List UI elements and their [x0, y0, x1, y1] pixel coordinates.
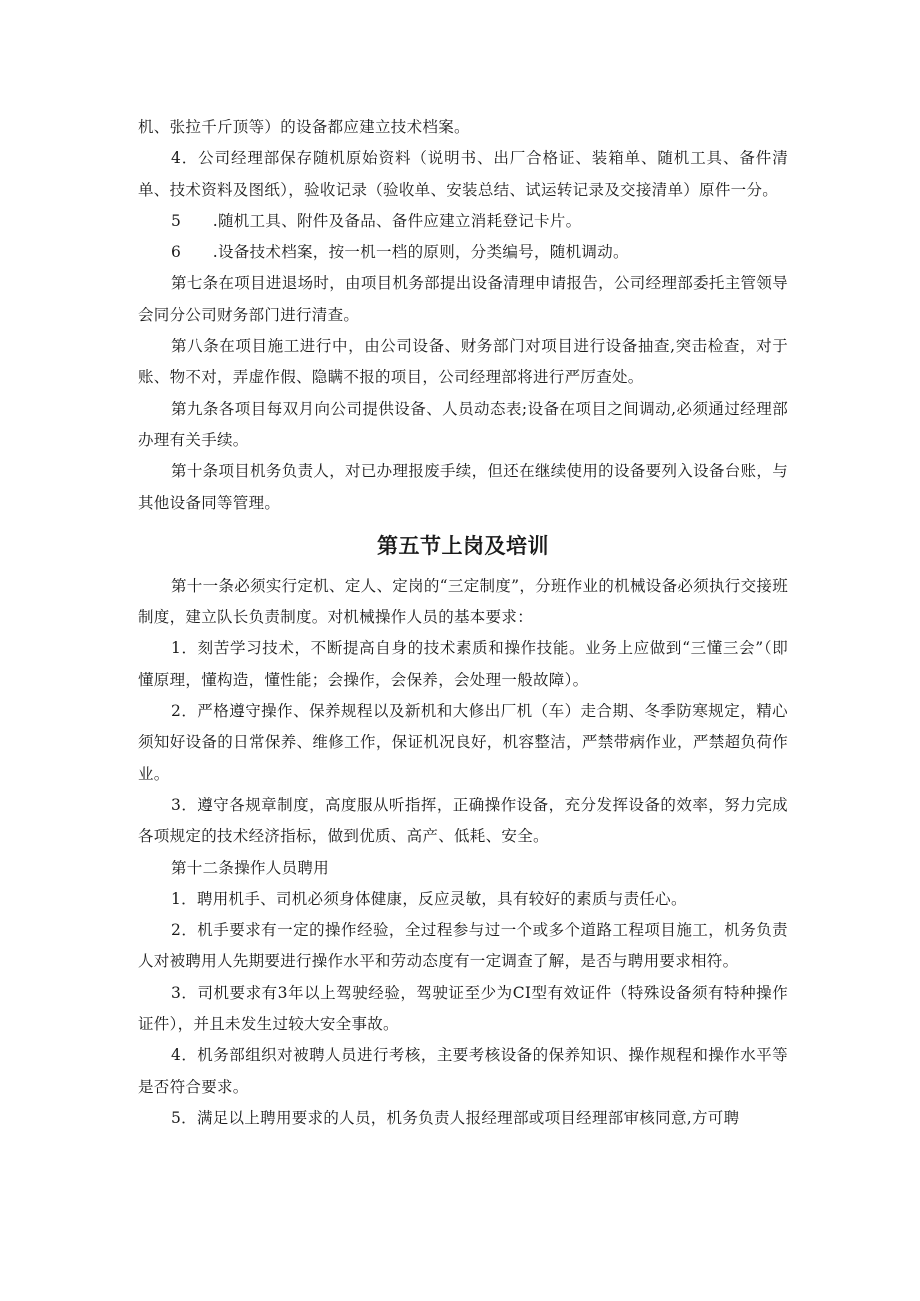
paragraph-hire-4: 4．机务部组织对被聘人员进行考核，主要考核设备的保养知识、操作规程和操作水平等是否符合要求。 [138, 1046, 788, 1096]
paragraph-requirement-1: 1．刻苦学习技术，不断提高自身的技术素质和操作技能。业务上应做到“三懂三会”（即懂原理，懂构造，懂性能；会操作，会保养，会处理一般故障）。 [138, 639, 788, 689]
paragraph-requirement-2: 2．严格遵守操作、保养规程以及新机和大修出厂机（车）走合期、冬季防寒规定，精心须知好设备的日常保养、维修工作，保证机况良好，机容整洁，严禁带病作业，严禁超负荷作业。 [138, 702, 788, 783]
paragraph-item-4: 4．公司经理部保存随机原始资料（说明书、出厂合格证、装箱单、随机工具、备件清单、技术资料及图纸），验收记录（验收单、安装总结、试运转记录及交接清单）原件一分。 [138, 149, 788, 199]
paragraph-item-5: 5 .随机工具、附件及备品、备件应建立消耗登记卡片。 [171, 211, 582, 230]
paragraph-hire-1: 1．聘用机手、司机必须身体健康，反应灵敏，具有较好的素质与责任心。 [171, 889, 687, 908]
paragraph-continuation: 机、张拉千斤顶等）的设备都应建立技术档案。 [138, 118, 470, 136]
paragraph-hire-5: 5．满足以上聘用要求的人员，机务负责人报经理部或项目经理部审核同意,方可聘 [171, 1108, 740, 1127]
paragraph-hire-3: 3．司机要求有3年以上驾驶经验，驾驶证至少为CI型有效证件（特殊设备须有特种操作证件），并且未发生过较大安全事故。 [138, 983, 788, 1034]
paragraph-article-10: 第十条项目机务负责人，对已办理报废手续，但还在继续使用的设备要列入设备台账，与其他设备同等管理。 [138, 462, 788, 512]
paragraph-article-12: 第十二条操作人员聘用 [171, 858, 330, 877]
paragraph-article-11: 第十一条必须实行定机、定人、定岗的“三定制度”，分班作业的机械设备必须执行交接班制度，建立队长负责制度。对机械操作人员的基本要求： [138, 576, 788, 627]
paragraph-requirement-3: 3．遵守各规章制度，高度服从听指挥，正确操作设备，充分发挥设备的效率，努力完成各项规定的技术经济指标，做到优质、高产、低耗、安全。 [138, 795, 788, 846]
paragraph-item-6: 6 .设备技术档案，按一机一档的原则，分类编号，随机调动。 [171, 243, 629, 262]
paragraph-hire-2: 2．机手要求有一定的操作经验，全过程参与过一个或多个道路工程项目施工，机务负责人对被聘用人先期要进行操作水平和劳动态度有一定调查了解，是否与聘用要求相符。 [138, 921, 788, 971]
paragraph-article-7: 第七条在项目进退场时，由项目机务部提出设备清理申请报告，公司经理部委托主管领导会同分公司财务部门进行清查。 [138, 274, 788, 324]
paragraph-article-8: 第八条在项目施工进行中，由公司设备、财务部门对项目进行设备抽查,突击检查，对于账、物不对，弄虚作假、隐瞒不报的项目，公司经理部将进行严厉查处。 [138, 337, 788, 387]
section-heading: 第五节上岗及培训 [377, 532, 549, 558]
document-body [138, 112, 788, 1134]
paragraph-article-9: 第九条各项目每双月向公司提供设备、人员动态表;设备在项目之间调动,必须通过经理部办理有关手续。 [138, 399, 788, 449]
